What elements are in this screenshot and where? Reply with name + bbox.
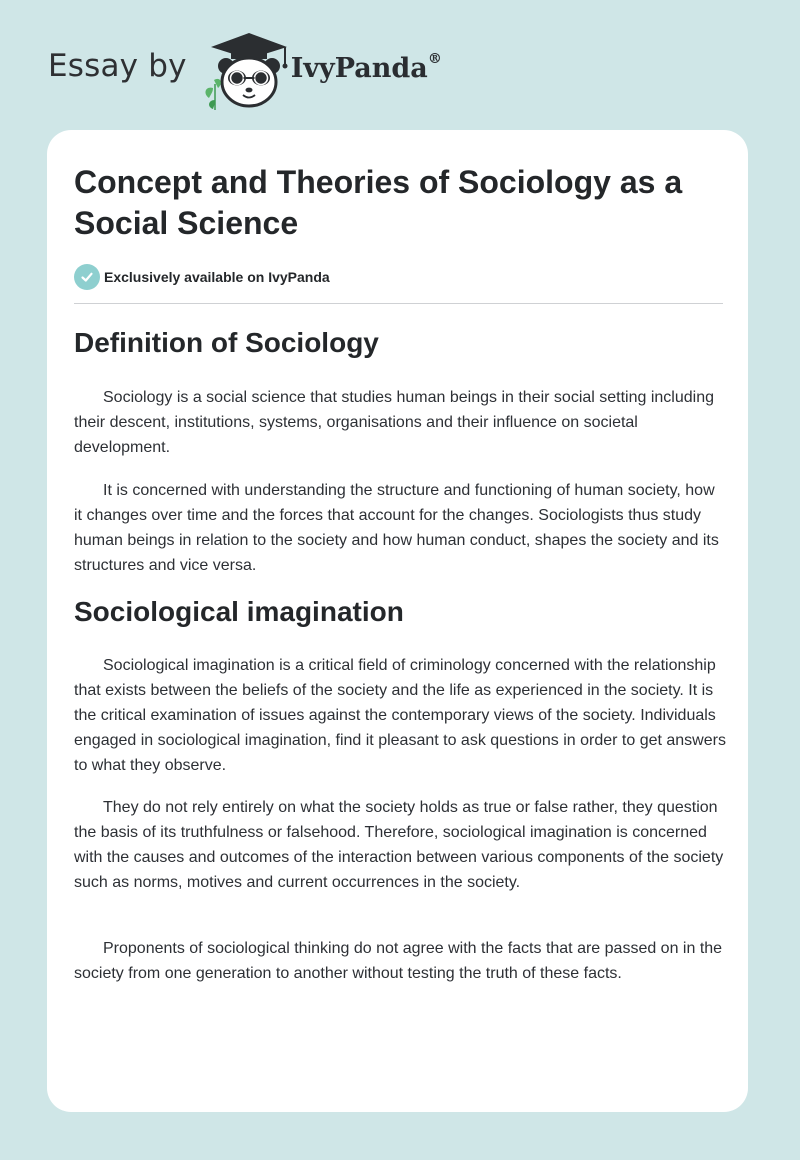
paragraph: Sociological imagination is a critical field of criminology concerned with the relationship that exists between the beliefs of the society and the life as experienced in the society. It is the critical examination of issues against the contemporary views of the society. Individuals engaged in sociological imagination, find it pleasant to ask questions in order to get answers to what they observe. <box>74 657 726 774</box>
site-header <box>48 30 442 110</box>
paragraph: It is concerned with understanding the structure and functioning of human society, how it changes over time and the forces that account for the changes. Sociologists thus study human beings in relation to the society and how human conduct, shapes the society and its structures and vice versa. <box>74 482 719 574</box>
brand-name: IvyPanda® <box>290 50 442 84</box>
page-title: Concept and Theories of Sociology as a Social Science <box>74 164 683 241</box>
exclusive-badge-label: Exclusively available on IvyPanda <box>104 269 330 285</box>
section-heading: Definition of Sociology <box>74 327 379 358</box>
section-heading: Sociological imagination <box>74 596 404 627</box>
paragraph: Sociology is a social science that studies human beings in their social setting including their descent, institutions, systems, organisations and their influence on societal development. <box>74 389 715 456</box>
trademark-symbol: ® <box>427 50 442 67</box>
essay-by-label: Essay by <box>48 48 187 84</box>
check-icon <box>74 264 100 290</box>
paragraph: Proponents of sociological thinking do not agree with the facts that are passed on in the society from one generation to another without testing the truth of these facts. <box>74 940 723 982</box>
essay-card <box>47 130 748 1112</box>
exclusive-badge <box>74 264 330 290</box>
graduate-panda-icon <box>199 30 299 110</box>
title-divider <box>74 303 723 304</box>
paragraph: They do not rely entirely on what the society holds as true or false rather, they question the basis of its truthfulness or falsehood. Therefore, sociological imagination is concerned with the causes and outcomes of the interaction between various components of the society such as norms, motives and current occurrences in the society. <box>74 799 724 891</box>
